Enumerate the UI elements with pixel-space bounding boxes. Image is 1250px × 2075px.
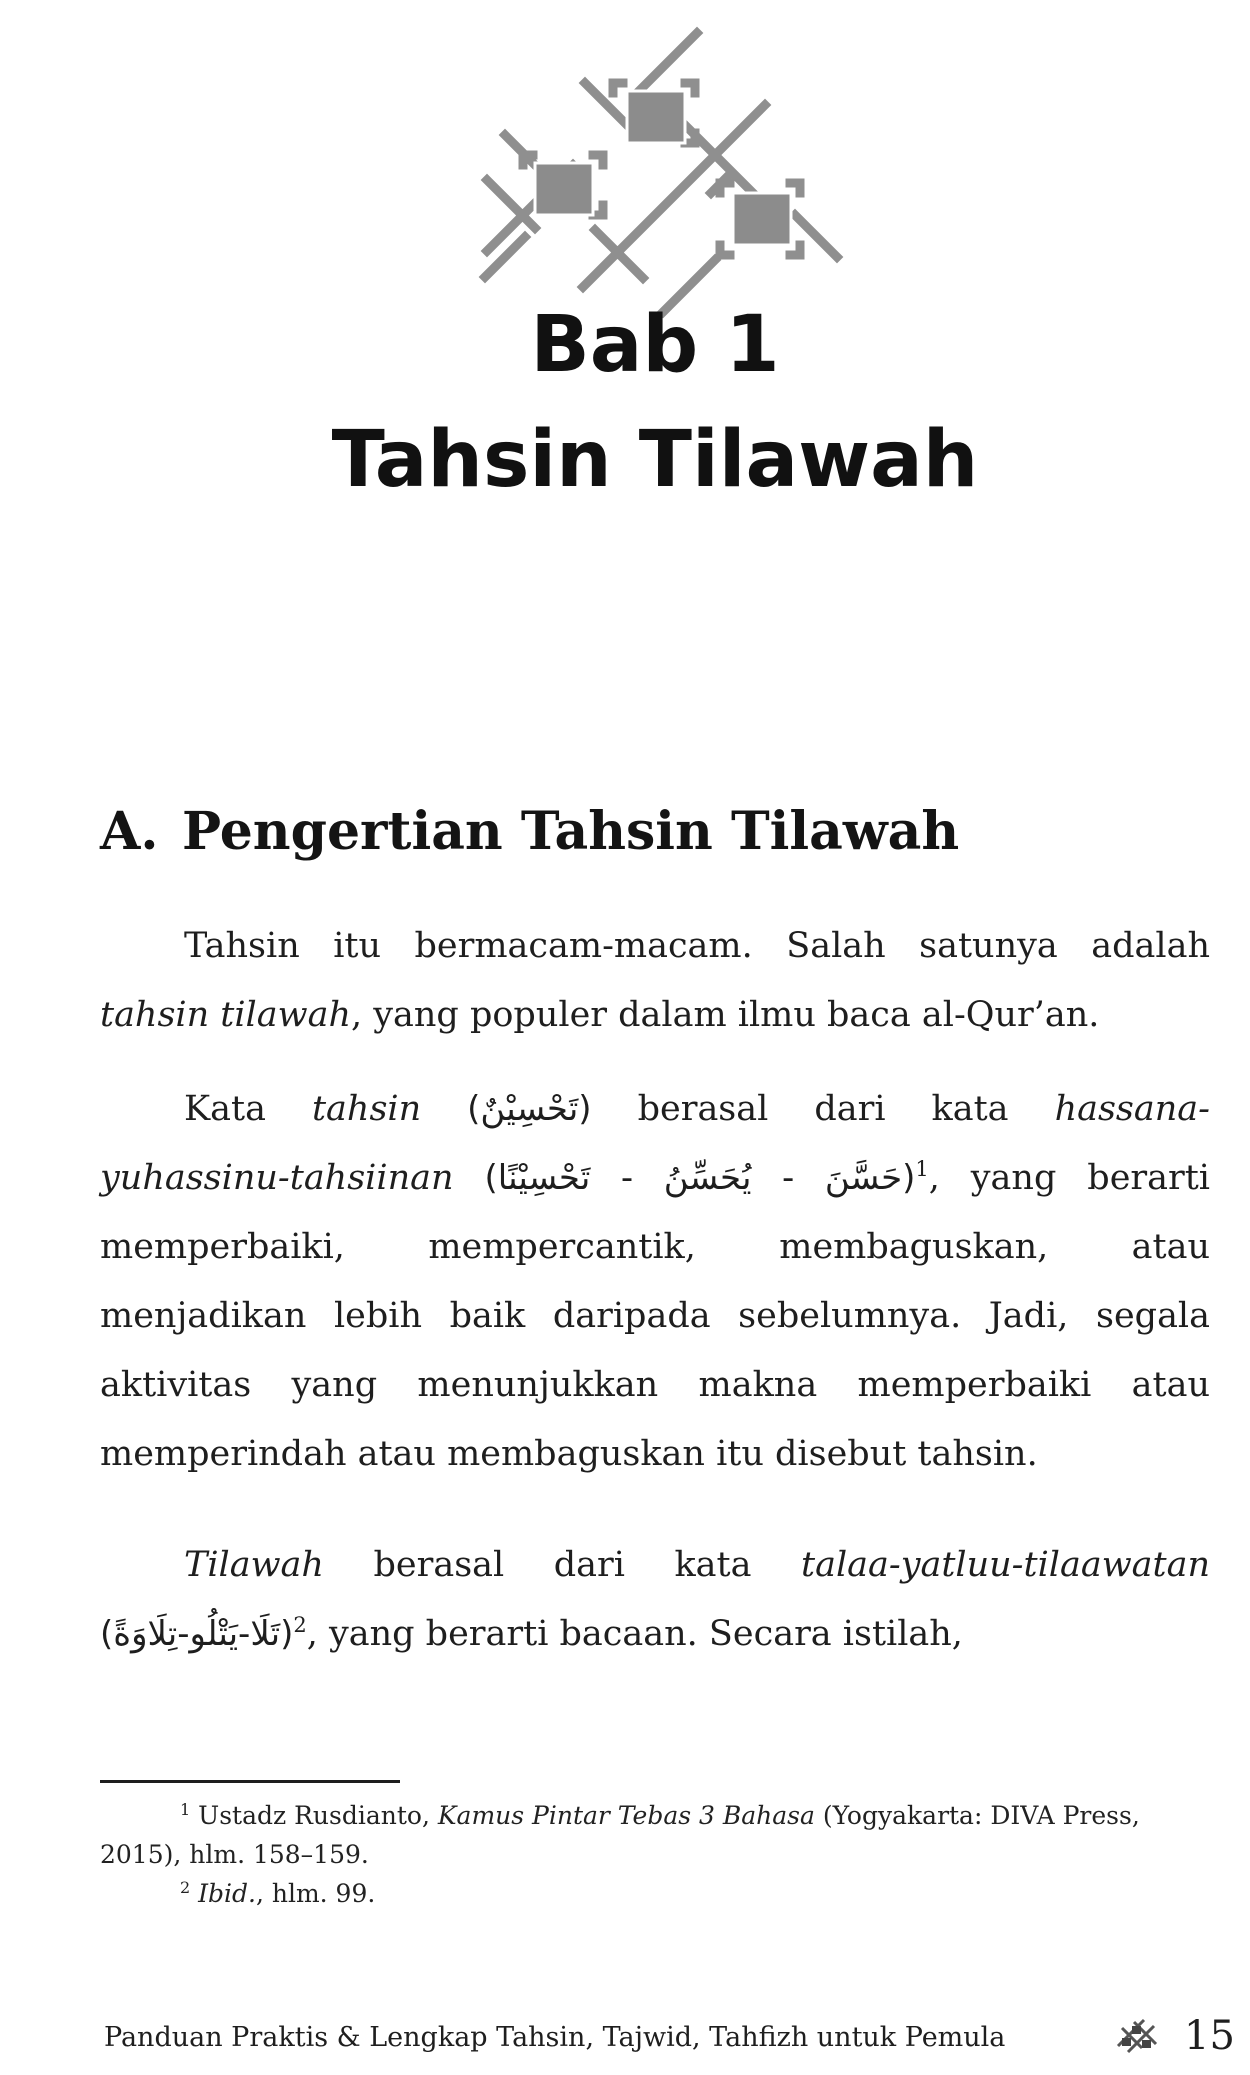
paragraph-2-line-1 — [100, 1075, 1210, 1144]
footnote-1-book-title: Kamus Pintar Tebas 3 Bahasa — [437, 1801, 815, 1830]
p3-text-berasal: berasal dari kata — [373, 1545, 752, 1585]
footnote-1-author: Ustadz Rusdianto, — [198, 1801, 430, 1830]
footnote-1-publisher: (Yogyakarta: DIVA Press, — [822, 1801, 1140, 1830]
paragraph-3-line-2 — [100, 1600, 1210, 1669]
p3-text-bacaan: , yang berarti bacaan. Secara istilah, — [306, 1614, 963, 1654]
p2-text-berasal: berasal dari kata — [637, 1089, 1009, 1129]
paragraph-1-line-1: Tahsin itu bermacam-macam. Salah satunya adalah — [184, 926, 1210, 966]
term-tahsin: tahsin — [311, 1089, 422, 1129]
arabic-tahsin: (تَحْسِيْنٌ) — [467, 1089, 592, 1129]
chapter-number: Bab 1 — [530, 300, 780, 390]
paragraph-2-line-6: memperindah atau membaguskan itu disebut tahsin. — [100, 1434, 1038, 1474]
footnote-1-marker: 1 — [180, 1800, 191, 1819]
term-talaa-yatluu-tilaawatan: talaa-yatluu-tilaawatan — [801, 1545, 1210, 1585]
paragraph-2-line-5: aktivitas yang menunjukkan makna memperbaiki atau — [100, 1365, 1210, 1405]
arabic-hassana-yuhassinu-tahsiinan: (حَسَّنَ - يُحَسِّنُ - تَحْسِيْنًا) — [484, 1158, 916, 1198]
paragraph-2-line-4: menjadikan lebih baik daripada sebelumnya. Jadi, segala — [100, 1296, 1210, 1336]
chapter-title: Tahsin Tilawah — [331, 415, 979, 505]
arabic-tilawah: (تَلَا-يَتْلُو-تِلَاوَةً) — [100, 1614, 294, 1654]
footnote-2-marker: 2 — [180, 1878, 191, 1897]
paragraph-3-line-1 — [100, 1531, 1210, 1600]
page-emblem-icon — [1112, 2016, 1162, 2060]
paragraph-1-line-2-text: , yang populer dalam ilmu baca al-Qur’an. — [350, 995, 1100, 1035]
p2-text-kata: Kata — [184, 1089, 266, 1129]
footnote-ref-2[interactable]: 2 — [293, 1613, 307, 1637]
paragraph-3 — [100, 1531, 1210, 1669]
footnote-separator — [100, 1780, 400, 1783]
section-heading — [100, 800, 959, 864]
term-tilawah: Tilawah — [184, 1545, 324, 1585]
term-yuhassinu-tahsiinan: yuhassinu-tahsiinan — [100, 1158, 454, 1198]
paragraph-1 — [100, 912, 1210, 1050]
footnotes — [100, 1796, 1210, 1913]
chapter-ornament-icon — [465, 25, 865, 345]
term-hassana: hassana- — [1054, 1089, 1210, 1129]
footnote-2 — [100, 1874, 1210, 1913]
footnote-2-ibid: Ibid. — [198, 1879, 256, 1908]
section-letter: A. — [100, 801, 159, 862]
term-tahsin-tilawah: tahsin tilawah — [100, 995, 351, 1035]
footnote-ref-1[interactable]: 1 — [915, 1157, 929, 1181]
footnote-1-continuation: 2015), hlm. 158–159. — [100, 1840, 369, 1869]
page-footer — [104, 2013, 1244, 2060]
footer-book-title: Panduan Praktis & Lengkap Tahsin, Tajwid, Tahfizh untuk Pemula — [104, 2022, 1006, 2053]
section-title: Pengertian Tahsin Tilawah — [182, 801, 960, 862]
p2-text-berarti: , yang berarti — [928, 1158, 1210, 1198]
paragraph-2 — [100, 1075, 1210, 1489]
paragraph-1-line-2 — [100, 981, 1210, 1050]
page-number: 15 — [1184, 2013, 1235, 2059]
footnote-2-rest: , hlm. 99. — [255, 1879, 376, 1908]
paragraph-2-line-2 — [100, 1144, 1210, 1213]
paragraph-2-line-3: memperbaiki, mempercantik, membaguskan, atau — [100, 1227, 1210, 1267]
footnote-1 — [100, 1796, 1210, 1835]
